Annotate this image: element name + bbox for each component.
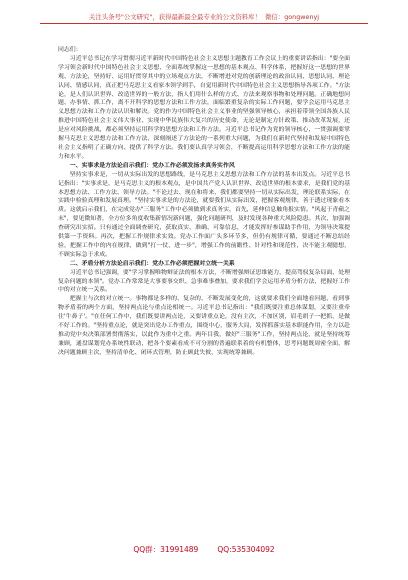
top-banner [0,13,408,21]
section-2-paragraph: 习近平总书记强调，要"学习掌握唯物辩证法的根本方法，不断增强辩证思维能力，提高驾驭复杂局面、处理复杂问题的本领"。党办工作常常是大事要事交织、急事难事叠加，要求我们学会运用矛盾分析方法，把握好工作中的对立统一关系。 [58,269,350,294]
promo-text: 关注头条号"公文研究"，获得最新最全最专业的公文资料库！ [88,13,261,21]
qq-group: QQ群：31991489 [133,545,199,554]
section-1-heading: 一、实事求是方法论启示我们：党办工作必须发扬求真务实作风 [69,162,235,169]
section-2-paragraph: 把握主与次的对立统一。事物都是多样的、复杂的、不断发展变化的，这就要求我们全面地看问题，看到事物矛盾着的两个方面，坚持两点论与重点论相统一。习近平总书记指出："我们既要注重总体谋划，又要注重牵住'牛鼻子'。"在任何工作中，我们既要讲两点论，又要讲重点论，没有主次，不加区别，眉毛胡子一把抓，是做不好工作的。"坚持重点论，就是突出党办工作重点，围绕中心，服务大局，发挥抓落实基本职能作用，全力以赴推动党中央决策部署贯彻落实，以此作为重中之重。两年目我，做好"三服务"工作，坚持两点论，就是坚持统筹兼顾，通盘谋划党办系统性联动，把各个要素看成不可分割的普遍联系着的有机整体，思考问题既周密全面，解决问题兼顾主次，坚持清单化、闭环式管理，防止顾此失彼，实现统筹兼顾。 [58,296,350,356]
section-1-paragraph: 坚持实事求是，一切从实际出发的思想路线，是马克思主义思想方法和工作方法的基本出发点。习近平总书记指出："实事求是，是马克思主义的根本观点，是中国共产党人认识世界、改造世界的根本要求，是我们党的基本思想方法、工作方法、领导方法。"不论过去、现在和将来，我们都要坚持一切从实际出发，理论联系实际，在实践中检验真理和发展真理。"坚持实事求是的方法论，就要我们从实际出发，把握客观规律，善于透过现象看本质。这就启示我们，在完成党办"三服务"工作中必须做到求真务实，首先，延伸信息触角报实情。"风起于青蘋之末"，要见微知著，全方位多角度收集新情况新问题，强化问题研判，及时发现各种重大风险隐患。其次，加强调查研究出实招。只有通过全面调查研究，获取真实、准确、可靠信息，才能发挥好参谋助手作用，为领导决策提供第一手资料。再次，把握工作规律求实效。党办工作面广头多环节多，但仍有规律可循，要通过不断总结经验，把握工作中的内在规律，做到"打一仗，进一步"，增强工作的前瞻性、针对性和现范性，决不能主观臆想，不顾实际急于求成。 [58,171,350,258]
salutation: 同志们： [58,47,82,53]
document-body [58,46,350,358]
intro-paragraph: 习近平总书记在学习贯彻习近平新时代中国特色社会主义思想主题教育工作会议上的重要讲话指出："要全面学习领会新时代中国特色社会主义思想，全面系统掌握这一思想的基本观点、科学体系，把握好这一思想的世界观、方法论，坚持好、运用好贯穿其中的立场观点方法，不断增进对党的创新理论的政治认同、思想认同、理论认同、情感认同，真正把马克思主义看家本领学到手，自觉用新时代中国特色社会主义思想指导各项工作。"方法论，是人们认识世界、改造世界的一般方法，指人们用什么样的方式、方法来观察事物和处理问题。正确地想问题、办事情、抓工作，离不开科学的思想方法和工作方法，面临繁重复杂的实际工作问题，要学会运用马克思主义思想方法和工作方法认识和解决。党的作为中国特色社会主义事业的坚强领导核心，承担着带领全国各族人民推进中国特色社会主义伟大事业、实现中华民族伟大复兴的历史使命，无论是制定方针政策、推动改革发展，还是应对风险挑战，都必须坚持运用科学的思想方法和工作方法。习近平总书记作为党的领导核心，一贯强调要掌握马克思主义思想方法和工作方法，深刻阐述了方法论的一系列重大问题，为我们在新时代坚持和发展中国特色社会主义指明了正确方向、提供了科学方法。我们要认真学习领会，不断提高运用科学思想方法和工作方法的能力和水平。 [58,55,350,160]
qq-number: QQ:535304092 [217,545,275,554]
wechat-id: 微信：gongwenyj [265,13,320,21]
section-2-heading: 二、矛盾分析方法论启示我们：党办工作必须把握对立统一关系 [69,260,235,267]
footer-contact [0,545,408,555]
header-divider [40,23,368,24]
